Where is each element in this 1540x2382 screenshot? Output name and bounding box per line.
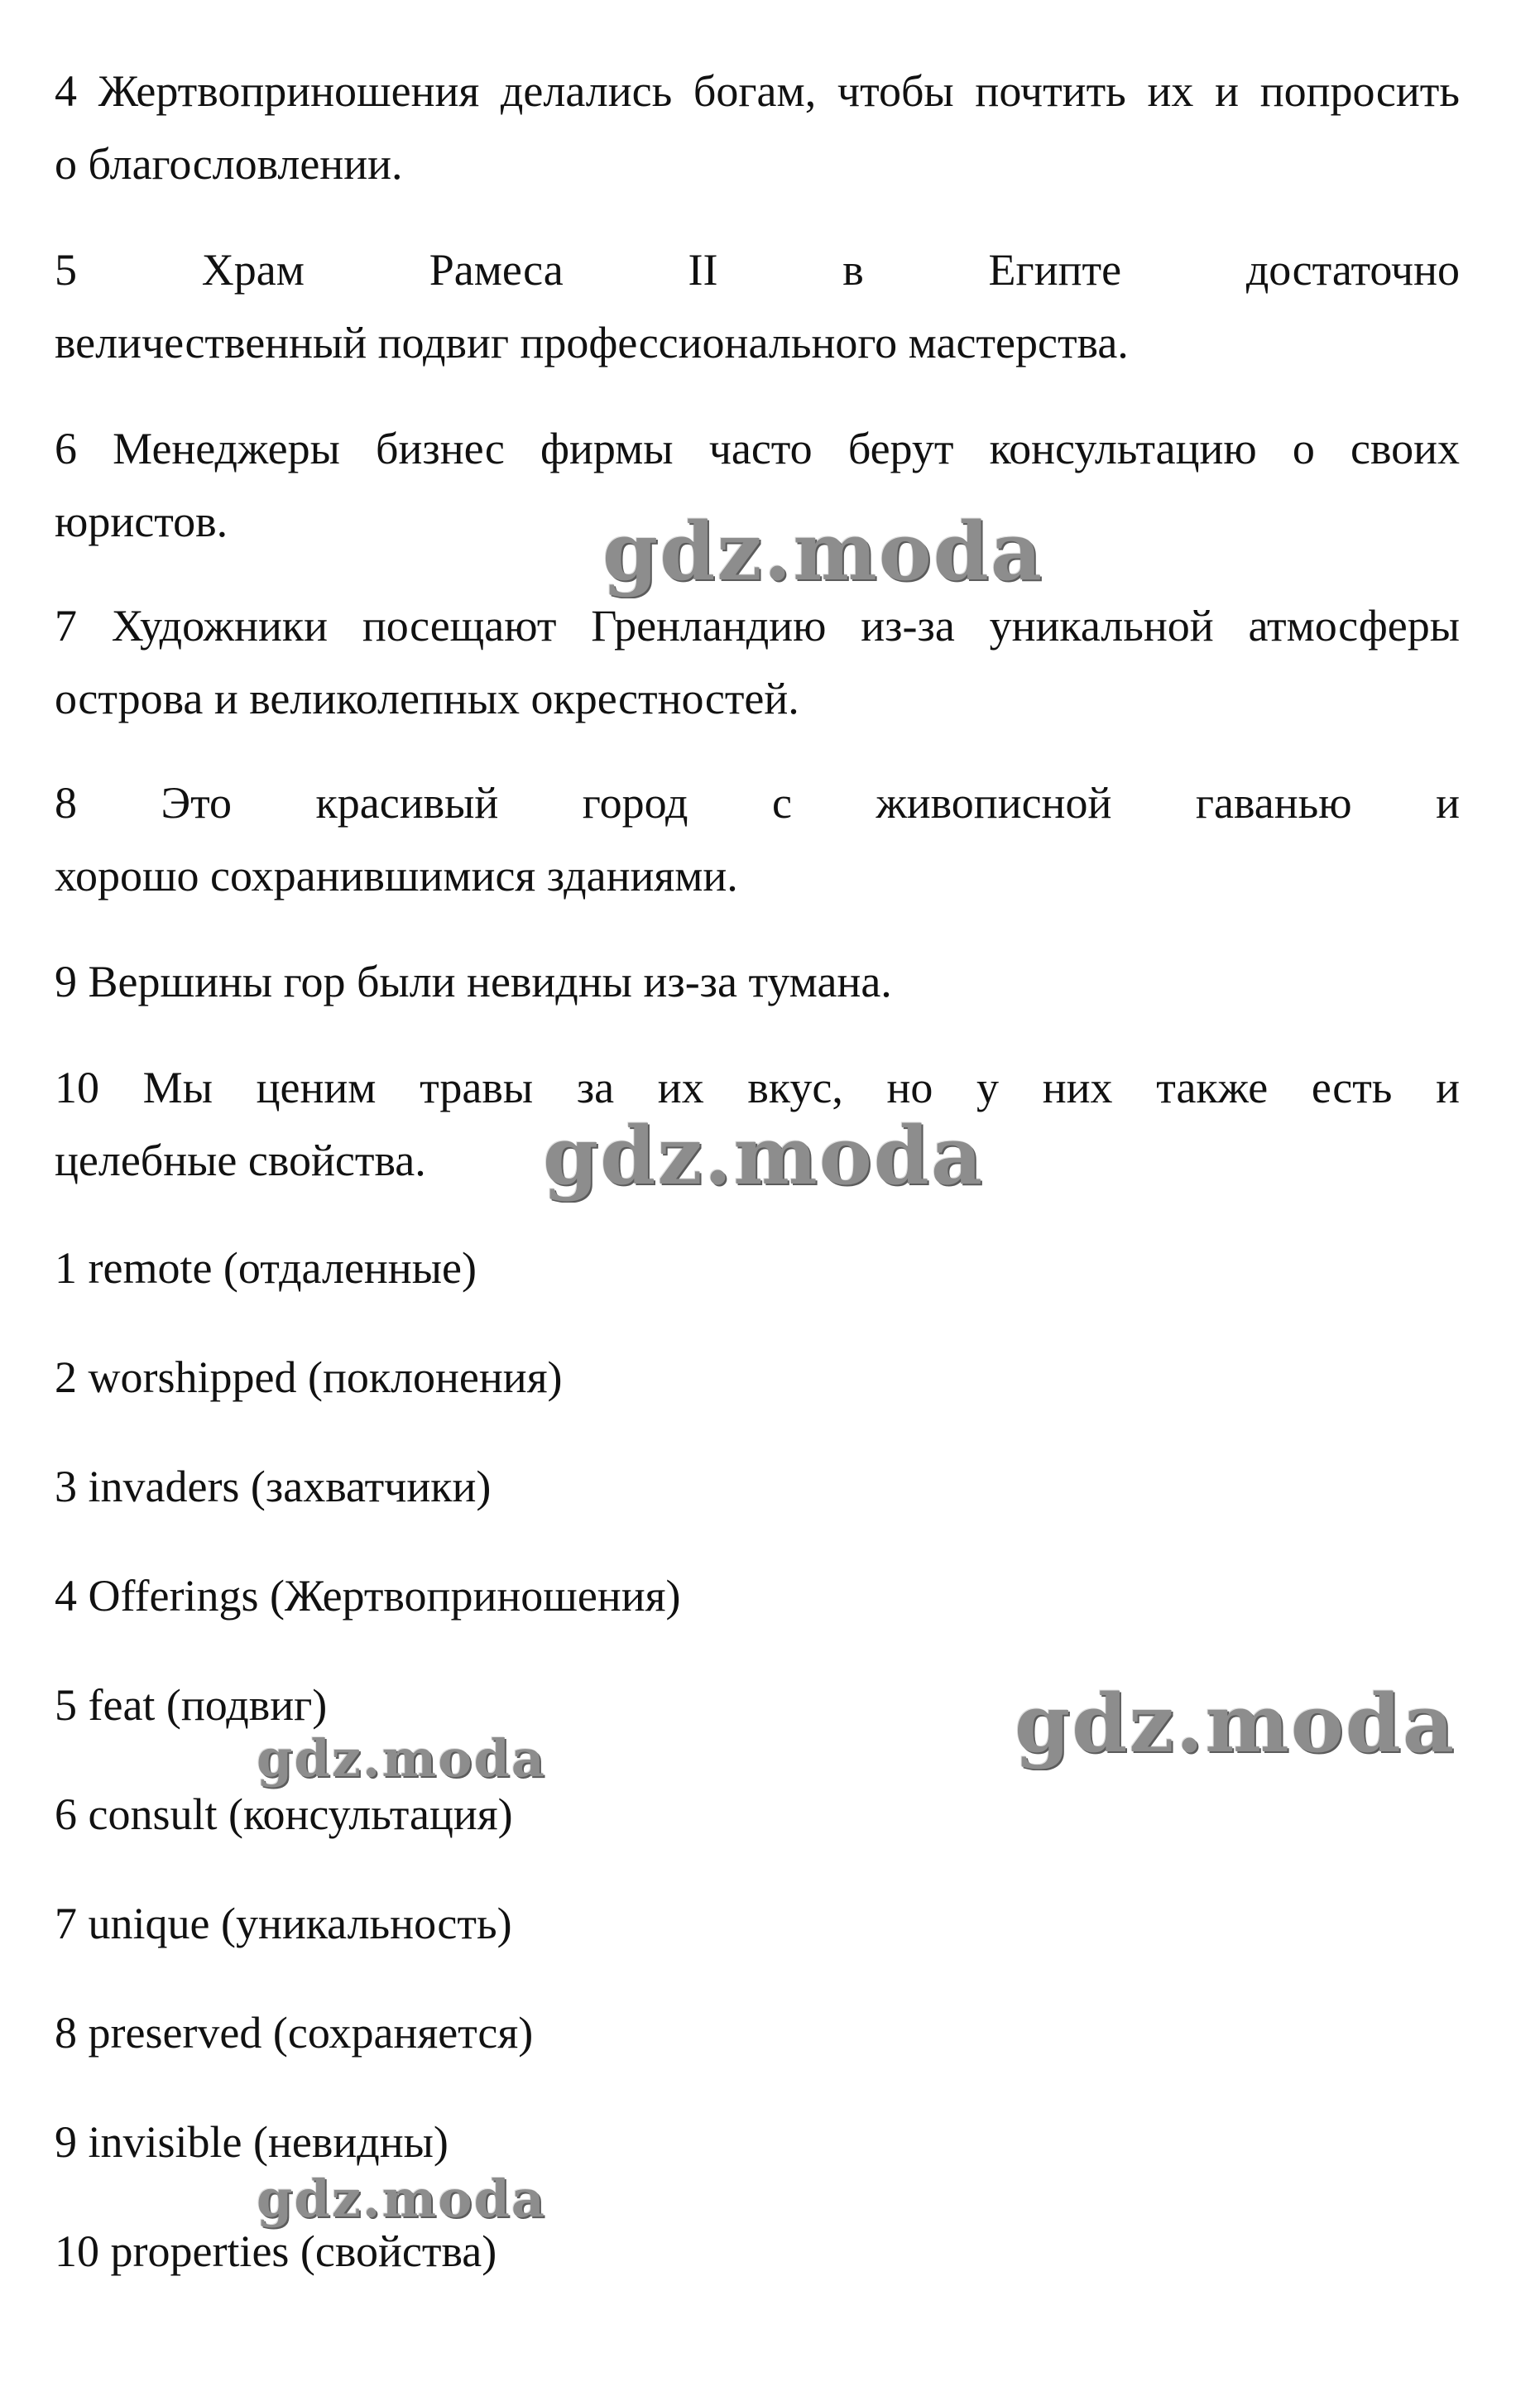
answer-8: 8 preserved (сохраняется) xyxy=(55,2008,534,2058)
sentence-4 xyxy=(55,55,1460,200)
answer-3: 3 invaders (захватчики) xyxy=(55,1462,492,1511)
watermark: gdz.moda xyxy=(257,2168,546,2229)
answer-4: 4 Offerings (Жертвоприношения) xyxy=(55,1571,681,1621)
sentence-8 xyxy=(55,766,1460,912)
sentence-7-line-2: острова и великолепных окрестностей. xyxy=(55,674,799,723)
sentence-6-line-2: юристов. xyxy=(55,497,228,546)
sentence-9: 9 Вершины гор были невидны из-за тумана. xyxy=(55,957,892,1006)
sentence-8-line-2: хорошо сохранившимися зданиями. xyxy=(55,851,738,900)
answer-1: 1 remote (отдаленные) xyxy=(55,1243,477,1293)
answer-10: 10 properties (свойства) xyxy=(55,2226,497,2276)
answer-7: 7 unique (уникальность) xyxy=(55,1899,512,1948)
sentence-10-line-1: 10 Мы ценим травы за их вкус, но у них также есть и xyxy=(55,1063,1460,1112)
sentence-4-line-2: о благословлении. xyxy=(55,139,403,189)
sentence-5 xyxy=(55,233,1460,379)
watermark: gdz.moda xyxy=(1015,1677,1456,1770)
answer-6: 6 consult (консультация) xyxy=(55,1789,513,1839)
answer-9: 9 invisible (невидны) xyxy=(55,2117,449,2167)
sentence-7 xyxy=(55,589,1460,735)
sentence-5-line-1: 5 Храм Рамеса II в Египте достаточно xyxy=(55,245,1460,295)
watermark: gdz.moda xyxy=(257,1728,546,1789)
sentence-5-line-2: величественный подвиг профессионального мастерства. xyxy=(55,318,1129,367)
sentence-4-line-1: 4 Жертвоприношения делались богам, чтобы почтить их и попросить xyxy=(55,66,1460,116)
sentence-6-line-1: 6 Менеджеры бизнес фирмы часто берут консультацию о своих xyxy=(55,424,1460,473)
watermark: gdz.moda xyxy=(543,1109,985,1203)
answer-2: 2 worshipped (поклонения) xyxy=(55,1352,563,1402)
answer-5: 5 feat (подвиг) xyxy=(55,1680,328,1730)
sentence-10-line-2: целебные свойства. xyxy=(55,1136,426,1185)
sentence-8-line-1: 8 Это красивый город с живописной гаванью и xyxy=(55,778,1460,828)
sentence-7-line-1: 7 Художники посещают Гренландию из-за уникальной атмосферы xyxy=(55,601,1460,651)
watermark: gdz.moda xyxy=(602,505,1044,598)
